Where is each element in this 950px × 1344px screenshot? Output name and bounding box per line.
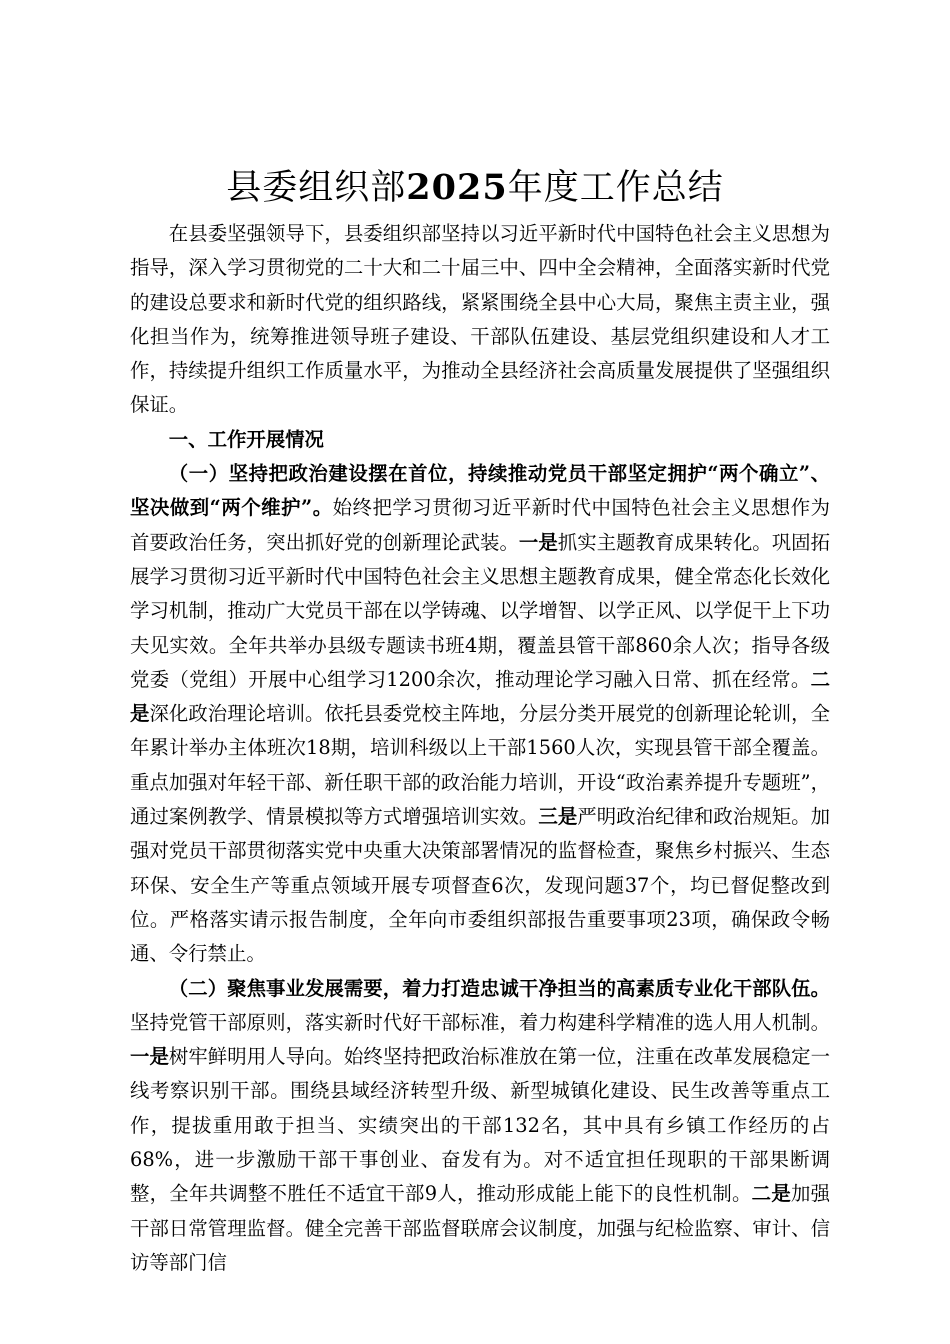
subsection-heading-2: （二）聚焦事业发展需要，着力打造忠诚干净担当的高素质专业化干部队伍。 xyxy=(168,976,830,1000)
text: 树牢鲜明用人导向。始终坚持把政治标准放在第一位，注重在改革发展稳定一线考察识别干部。围绕县域经济转型升级、新型城镇化建设、民生改善等重点工作，提拔重用敢于担当、实绩突出的干部132名，其中具有乡镇工作经历的占68%，进一步激励干部干事创业、奋发有为。对不适宜担任现职的干部果断调整，全年共调整不胜任不适宜干部9人，推动形成能上能下的良性机制。 xyxy=(130,1045,831,1206)
title-suffix: 年度工作总结 xyxy=(507,168,724,208)
section-heading-1: 一、工作开展情况 xyxy=(168,427,324,451)
text: 坚持党管干部原则，落实新时代好干部标准，着力构建科学精准的选人用人机制。 xyxy=(130,1010,830,1034)
subsection-paragraph-1 xyxy=(130,457,830,971)
text: 始终把学习贯彻习近平新时代中国特色社会主义思想作为首要政治任务，突出抓好党的创新理论武装。 xyxy=(130,496,830,554)
subsection-paragraph-2 xyxy=(130,972,830,1281)
keyword-third: 三是 xyxy=(538,805,578,829)
keyword-second: 二是 xyxy=(751,1182,791,1206)
document-body xyxy=(130,217,830,1280)
intro-paragraph: 在县委坚强领导下，县委组织部坚持以习近平新时代中国特色社会主义思想为指导，深入学习贯彻党的二十大和二十届三中、四中全会精神，全面落实新时代党的建设总要求和新时代党的组织路线，紧紧围绕全县中心大局，聚焦主责主业，强化担当作为，统筹推进领导班子建设、干部队伍建设、基层党组织建设和人才工作，持续提升组织工作质量水平，为推动全县经济社会高质量发展提供了坚强组织保证。 xyxy=(130,222,830,417)
title-year: 2025 xyxy=(406,167,508,208)
keyword-first: 一是 xyxy=(130,1045,169,1069)
document-title xyxy=(0,166,950,210)
text: 抓实主题教育成果转化。巩固拓展学习贯彻习近平新时代中国特色社会主义思想主题教育成果，健全常态化长效化学习机制，推动广大党员干部在以学铸魂、以学增智、以学正风、以学促干上下功夫见实效。全年共举办县级专题读书班4期，覆盖县管干部860余人次；指导各级党委（党组）开展中心组学习1200余次，推动理论学习融入日常、抓在经常。 xyxy=(130,530,831,691)
text: 加强干部日常管理监督。健全完善干部监督联席会议制度，加强与纪检监察、审计、信访等部门信 xyxy=(130,1182,831,1274)
title-prefix: 县委组织部 xyxy=(226,168,407,208)
keyword-first: 一是 xyxy=(518,530,558,554)
text: 深化政治理论培训。依托县委党校主阵地，分层分类开展党的创新理论轮训，全年累计举办主体班次18期，培训科级以上干部1560人次，实现县管干部全覆盖。重点加强对年轻干部、新任职干部的政治能力培训，开设“政治素养提升专题班”，通过案例教学、情景模拟等方式增强培训实效。 xyxy=(130,702,831,829)
subsection-heading-1: （一）坚持把政治建设摆在首位，持续推动党员干部坚定拥护“两个确立”、坚决做到“两个维护”。 xyxy=(130,462,830,520)
text: 严明政治纪律和政治规矩。加强对党员干部贯彻落实党中央重大决策部署情况的监督检查，聚焦乡村振兴、生态环保、安全生产等重点领域开展专项督查6次，发现问题37个，均已督促整改到位。严格落实请示报告制度，全年向市委组织部报告重要事项23项，确保政令畅通、令行禁止。 xyxy=(130,805,831,966)
keyword-second: 二是 xyxy=(130,667,830,726)
